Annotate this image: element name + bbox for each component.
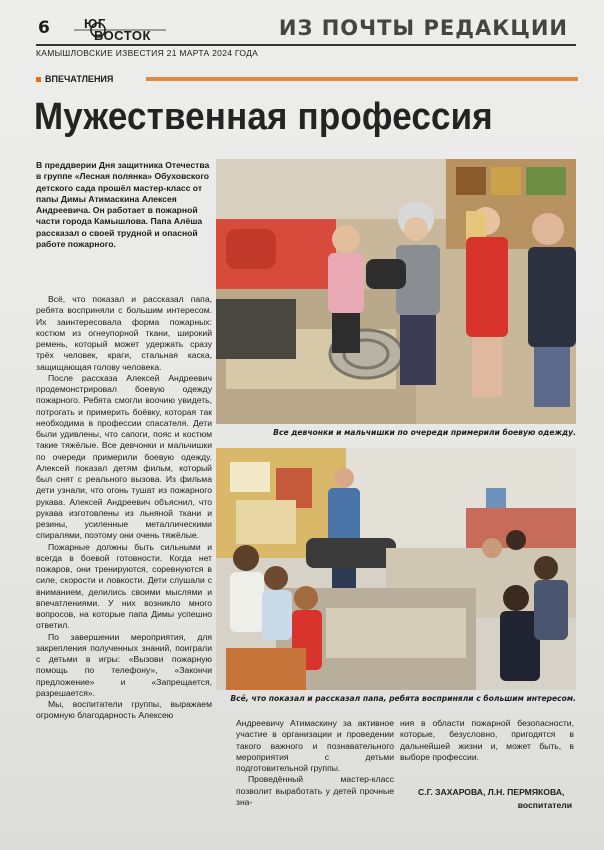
paragraph: ния в области пожарной безопасности, которые, безусловно, пригодятся в дальнейшей жизни и, может быть, в выборе профессии. [400,718,574,762]
photo-classroom [216,448,576,690]
photo-caption-2: Всё, что показал и рассказал папа, ребята восприняли с большим интересом. [230,694,576,703]
article-lead: В преддверии Дня защитника Отечества в группе «Лесная полянка» Обуховского детского сада прошёл мастер-класс от папы Димы Атимаскина Алексея Андреевича. Он работает в пожарной части города Камышлова. Папа Алёша рассказал о своей трудной и опасной работе пожарного. [36,160,210,250]
section-title: ИЗ ПОЧТЫ РЕДАКЦИИ [278,16,568,40]
page-header [26,10,586,44]
newspaper-logo [70,14,170,44]
text-column-3 [400,718,574,763]
logo-top-word: ЮГ [84,16,106,31]
photo-kids-gear [216,159,576,424]
paragraph: Проведённый мастер-класс позволит выработать у детей прочные зна- [236,774,394,807]
paragraph: Андреевичу Атимаскину за активное участие в организации и проведении такого важного и познавательного мероприятия с детьми подготовительной группы. [236,718,394,773]
header-divider [36,44,576,46]
paragraph: Мы, воспитатели группы, выражаем огромную благодарность Алексею [36,699,212,721]
category-label [36,74,113,84]
category-rule [146,77,578,81]
paragraph: После рассказа Алексей Андреевич продемонстрировал боевую одежду пожарного. Ребята смогли воочию увидеть, потрогать и примерить боёвку, которая так необходима в профессии спасателя. Дети были удивлены, что сапоги, пояс и костюм такие тяжёлые. Все девчонки и мальчишки по очереди примерили боевую одежду. Алексей показал детям фильм, который был снят с реального вызова. Из фильма дети узнали, что огонь тушат из пожарного рукава. Алексей Андреевич объяснил, что рукава изготовлены из льняной ткани и резины, усиленные металлическими спиралями, поэтому они очень тяжёлые. [36,372,212,541]
photo-caption-1: Все девчонки и мальчишки по очереди примерили боевую одежду. [273,428,576,437]
paragraph: Всё, что показал и рассказал папа, ребята восприняли с большим интересом. Их заинтересовала форма пожарных: костюм из огнеупорной ткани, широкий ремень, который может удержать сразу трёх человек, краги, стальная каска, защищающая голову человека. [36,294,212,372]
category-text: ВПЕЧАТЛЕНИЯ [45,74,114,84]
paragraph: По завершении мероприятия, для закрепления полученных знаний, поиграли с детьми в игры: «Вызови пожарную помощь по телефону», «Закончи предложение» и «Запрещается, разрешается». [36,631,212,698]
text-column-2 [236,718,394,808]
issue-line: КАМЫШЛОВСКИЕ ИЗВЕСТИЯ 21 МАРТА 2024 ГОДА [36,48,259,58]
author-signature: С.Г. ЗАХАРОВА, Л.Н. ПЕРМЯКОВА, [418,787,565,797]
text-column-1 [36,294,212,722]
logo-bottom-word: ВОСТОК [94,28,151,43]
page-number: 6 [38,18,50,38]
author-role: воспитатели [517,800,572,810]
article-title: Мужественная профессия [34,96,493,138]
paragraph: Пожарные должны быть сильными и всегда в боевой готовности. Когда нет пожаров, они тренируются, соревнуются в силе, скорости и ловкости. Дети слушали с вниманием, делились своими мыслями и впечатлениями. У них возникло много вопросов, на которые папа Димы успешно ответил. [36,541,212,631]
category-marker-icon [36,77,41,82]
